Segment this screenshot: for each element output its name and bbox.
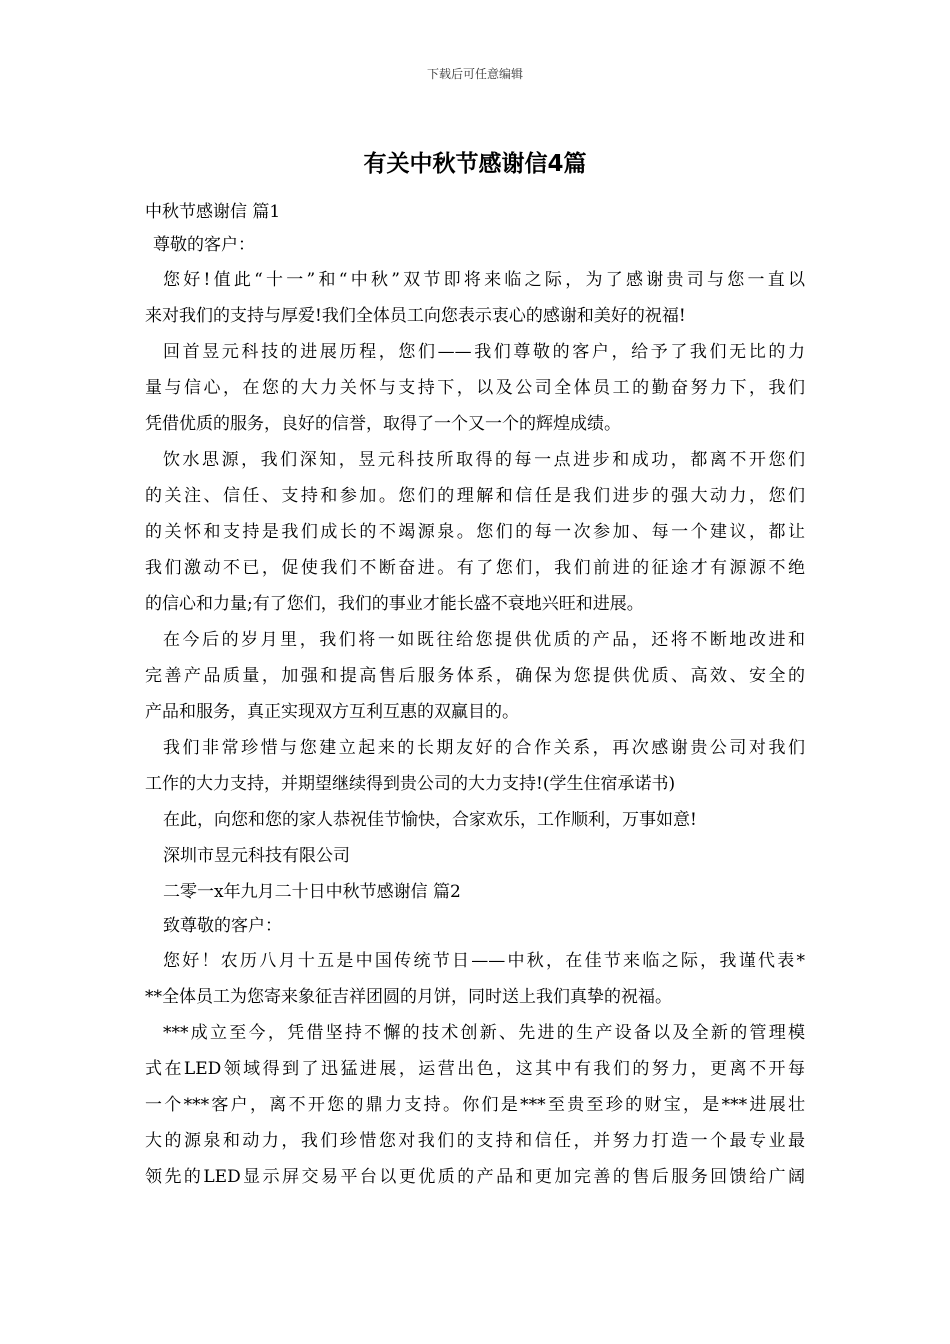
paragraph-line: 的信心和力量;有了您们，我们的事业才能长盛不衰地兴旺和进展。	[145, 594, 644, 614]
paragraph-line: 饮水思源，我们深知，昱元科技所取得的每一点进步和成功，都离不开您们	[163, 450, 805, 470]
paragraph-line: 大的源泉和动力，我们珍惜您对我们的支持和信任，并努力打造一个最专业最	[145, 1131, 805, 1151]
paragraph-line: 量与信心，在您的大力关怀与支持下，以及公司全体员工的勤奋努力下，我们	[145, 378, 805, 398]
paragraph-line: 式在LED领域得到了迅猛进展，运营出色，这其中有我们的努力，更离不开每	[145, 1059, 805, 1079]
section-heading-1: 中秋节感谢信 篇1	[145, 202, 281, 222]
paragraph-line: 完善产品质量，加强和提高售后服务体系，确保为您提供优质、高效、安全的	[145, 666, 805, 686]
document-body	[145, 196, 805, 1195]
paragraph-line: 回首昱元科技的进展历程，您们——我们尊敬的客户，给予了我们无比的力	[163, 342, 805, 362]
paragraph-line: 我们非常珍惜与您建立起来的长期友好的合作关系，再次感谢贵公司对我们	[163, 738, 805, 758]
date-and-section-heading-2: 二零一x年九月二十日中秋节感谢信 篇2	[163, 882, 461, 902]
company-signature: 深圳市昱元科技有限公司	[163, 846, 350, 866]
paragraph-line: 在今后的岁月里，我们将一如既往给您提供优质的产品，还将不断地改进和	[163, 630, 805, 650]
paragraph-line: 来对我们的支持与厚爱!我们全体员工向您表示衷心的感谢和美好的祝福!	[145, 306, 686, 326]
paragraph-line: **全体员工为您寄来象征吉祥团圆的月饼，同时送上我们真挚的祝福。	[145, 987, 672, 1007]
paragraph-line: 我们激动不已，促使我们不断奋进。有了您们，我们前进的征途才有源源不绝	[145, 558, 805, 578]
page-header-note: 下载后可任意编辑	[426, 67, 523, 81]
paragraph-line: 的关怀和支持是我们成长的不竭源泉。您们的每一次参加、每一个建议，都让	[145, 522, 805, 542]
paragraph-line: 您好!值此“十一”和“中秋”双节即将来临之际，为了感谢贵司与您一直以	[163, 270, 805, 290]
paragraph-line: 一个***客户，离不开您的鼎力支持。你们是***至贵至珍的财宝，是***进展壮	[145, 1095, 805, 1115]
paragraph-line: 工作的大力支持，并期望继续得到贵公司的大力支持!(学生住宿承诺书)	[145, 774, 676, 794]
paragraph-line: 凭借优质的服务，良好的信誉，取得了一个又一个的辉煌成绩。	[145, 414, 621, 434]
paragraph-line: 领先的LED显示屏交易平台以更优质的产品和更加完善的售后服务回馈给广阔	[145, 1167, 805, 1187]
paragraph-line: 您好！农历八月十五是中国传统节日——中秋，在佳节来临之际，我谨代表*	[163, 951, 805, 971]
salutation: 致尊敬的客户：	[163, 916, 282, 936]
paragraph-line: 产品和服务，真正实现双方互利互惠的双赢目的。	[145, 702, 519, 722]
salutation: 尊敬的客户：	[153, 235, 255, 255]
paragraph-line: 在此，向您和您的家人恭祝佳节愉快，合家欢乐，工作顺利，万事如意!	[163, 810, 697, 830]
paragraph-line: ***成立至今，凭借坚持不懈的技术创新、先进的生产设备以及全新的管理模	[163, 1023, 805, 1043]
document-title: 有关中秋节感谢信4篇	[363, 151, 587, 177]
paragraph-line: 的关注、信任、支持和参加。您们的理解和信任是我们进步的强大动力，您们	[145, 486, 805, 506]
